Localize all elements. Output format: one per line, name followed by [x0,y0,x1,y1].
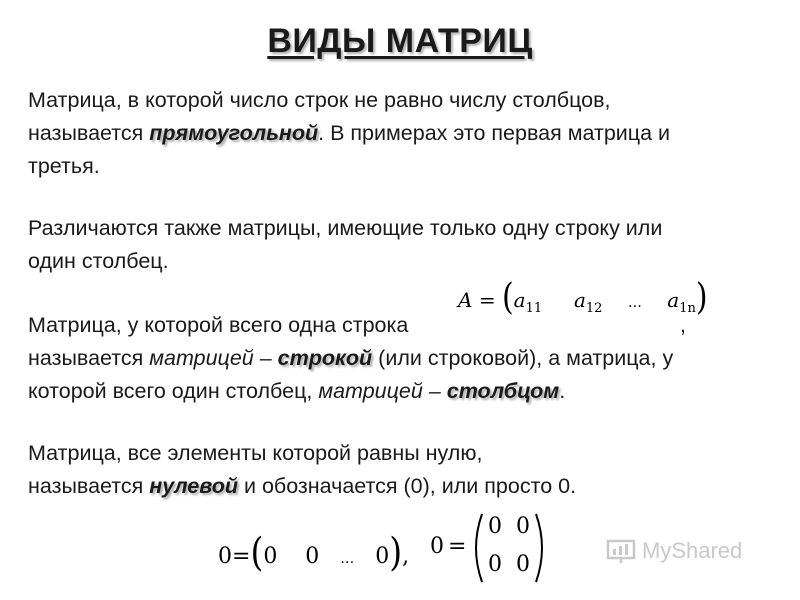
formula-lhs: A [458,288,473,312]
paragraph-1-line-1: Матрица, в которой число строк не равно числу столбцов, [28,88,611,112]
paragraph-3-line-3 [28,381,565,403]
text-italic: матрицей – [149,346,278,370]
presentation-icon [606,538,636,564]
formula-lhs: 0 [218,544,232,569]
zero-row-formula [218,528,410,575]
paragraph-1-line-3: третья. [28,154,100,178]
paragraph-2-line-1: Различаются также матрицы, имеющие только одну строку или [28,216,663,240]
text: . [559,379,566,403]
ellipsis: … [627,295,642,311]
text: (или строковой), а матрица, у [372,346,674,370]
paragraph-1-line-2 [28,123,670,145]
text: называется [28,474,150,498]
element: a [667,288,680,312]
formula-lhs: 0 [430,534,444,559]
equals-sign: = [478,288,496,312]
subscript: 1n [679,301,696,316]
subscript: 12 [585,301,603,316]
term-zero: нулевой [149,474,238,498]
term-rectangular: прямоугольной [149,121,319,145]
watermark-text: MyShared [642,538,743,563]
left-paren: ( [501,276,514,319]
paragraph-4-line-1: Матрица, все элементы которой равны нулю, [28,441,483,465]
paragraph-4-line-2 [28,476,576,498]
paragraph-2-line-2: один столбец. [28,249,169,273]
row-matrix-formula [458,276,708,319]
subscript: 11 [525,301,543,316]
text-italic: матрицей – [318,379,447,403]
element: 0 [488,514,502,539]
equals-sign: = [448,534,467,559]
element: a [513,288,526,312]
term-row: строкой [277,346,373,370]
text: называется [28,121,150,145]
text: . В примерах это первая матрица и [318,121,671,145]
ellipsis: … [340,551,355,567]
page-title: ВИДЫ МАТРИЦ [267,22,533,60]
comma: , [402,544,410,569]
text: называется [28,346,150,370]
watermark [606,538,742,564]
term-column: столбцом [446,379,560,403]
left-paren: ( [250,528,264,575]
paragraph-3-line-2 [28,348,673,370]
element: 0 [263,544,278,569]
right-paren: ) [695,276,708,319]
equals-sign: = [232,544,251,569]
element: 0 [305,544,320,569]
element: 0 [516,514,530,539]
paragraph-3-line-1-comma: , [680,313,686,337]
element: 0 [488,552,502,577]
element: 0 [375,544,390,569]
zero-matrix-formula [430,510,560,586]
text: которой всего один столбец, [28,379,319,403]
paragraph-3-line-1: Матрица, у которой всего одна строка [28,313,409,337]
right-paren: ) [389,528,403,575]
text: и обозначается (0), или просто 0. [237,474,577,498]
element: 0 [516,552,530,577]
element: a [573,288,586,312]
